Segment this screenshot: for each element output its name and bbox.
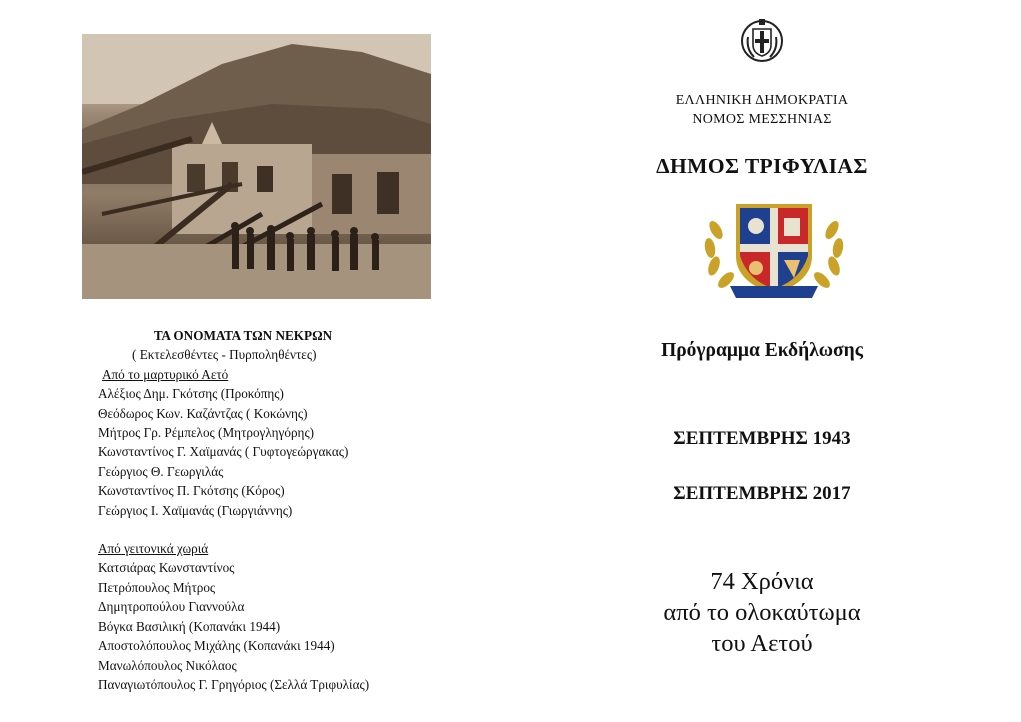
list-item: Γεώργιος Θ. Γεωργιλάς xyxy=(98,463,224,479)
group2-names xyxy=(98,558,478,694)
list-item: Κατσιάρας Κωνσταντίνος xyxy=(98,560,235,576)
list-item: Κωνσταντίνος Γ. Χαϊμανάς ( Γυφτογεώργακας) xyxy=(98,444,349,460)
greek-emblem-icon xyxy=(740,15,784,65)
list-item: Μανωλόπουλος Νικόλαος xyxy=(98,657,237,673)
prefecture-label: ΝΟΜΟΣ ΜΕΣΣΗΝΙΑΣ xyxy=(692,112,832,127)
group1-names xyxy=(98,384,478,520)
group1-label: Από το μαρτυρικό Αετό xyxy=(102,366,229,382)
burned-village-illustration xyxy=(82,34,431,299)
anniversary-line-3: του Αετού xyxy=(711,630,813,657)
list-item: Κωνσταντίνος Π. Γκότσης (Κόρος) xyxy=(98,483,285,499)
list-item: Θεόδωρος Κων. Καζάντζας ( Κοκώνης) xyxy=(98,405,308,421)
victims-title: ΤΑ ΟΝΟΜΑΤΑ ΤΩΝ ΝΕΚΡΩΝ xyxy=(153,328,333,343)
list-item: Μήτρος Γρ. Ρέμπελος (Μητρογληγόρης) xyxy=(98,425,315,441)
list-item: Δημητροπούλου Γιαννούλα xyxy=(98,599,245,615)
historic-photo xyxy=(82,34,431,299)
date-2017: ΣΕΠΤΕΜΒΡΗΣ 2017 xyxy=(673,483,851,504)
list-item: Αλέξιος Δημ. Γκότσης (Προκόπης) xyxy=(98,386,284,402)
list-item: Αποστολόπουλος Μιχάλης (Κοπανάκι 1944) xyxy=(98,638,335,654)
list-item: Παναγιωτόπουλος Γ. Γρηγόριος (Σελλά Τριφυλίας) xyxy=(98,676,370,692)
victims-subtitle: ( Εκτελεσθέντες - Πυρποληθέντες) xyxy=(132,347,317,363)
list-item: Πετρόπουλος Μήτρος xyxy=(98,579,216,595)
list-item: Βόγκα Βασιλική (Κοπανάκι 1944) xyxy=(98,618,281,634)
list-item: Γεώργιος Ι. Χαϊμανάς (Γιωργιάννης) xyxy=(98,502,293,518)
republic-label: ΕΛΛΗΝΙΚΗ ΔΗΜΟΚΡΑΤΙΑ xyxy=(675,93,849,108)
program-title: Πρόγραμμα Εκδήλωσης xyxy=(661,340,863,361)
municipality-crest-icon xyxy=(700,190,848,302)
anniversary-text xyxy=(612,566,912,659)
group2-label: Από γειτονικά χωριά xyxy=(98,541,209,557)
victims-list xyxy=(98,326,478,694)
anniversary-line-1: 74 Χρόνια xyxy=(710,568,814,595)
municipality-title: ΔΗΜΟΣ ΤΡΙΦΥΛΙΑΣ xyxy=(656,154,868,178)
anniversary-line-2: από το ολοκαύτωμα xyxy=(663,599,861,626)
date-1943: ΣΕΠΤΕΜΒΡΗΣ 1943 xyxy=(673,428,851,449)
